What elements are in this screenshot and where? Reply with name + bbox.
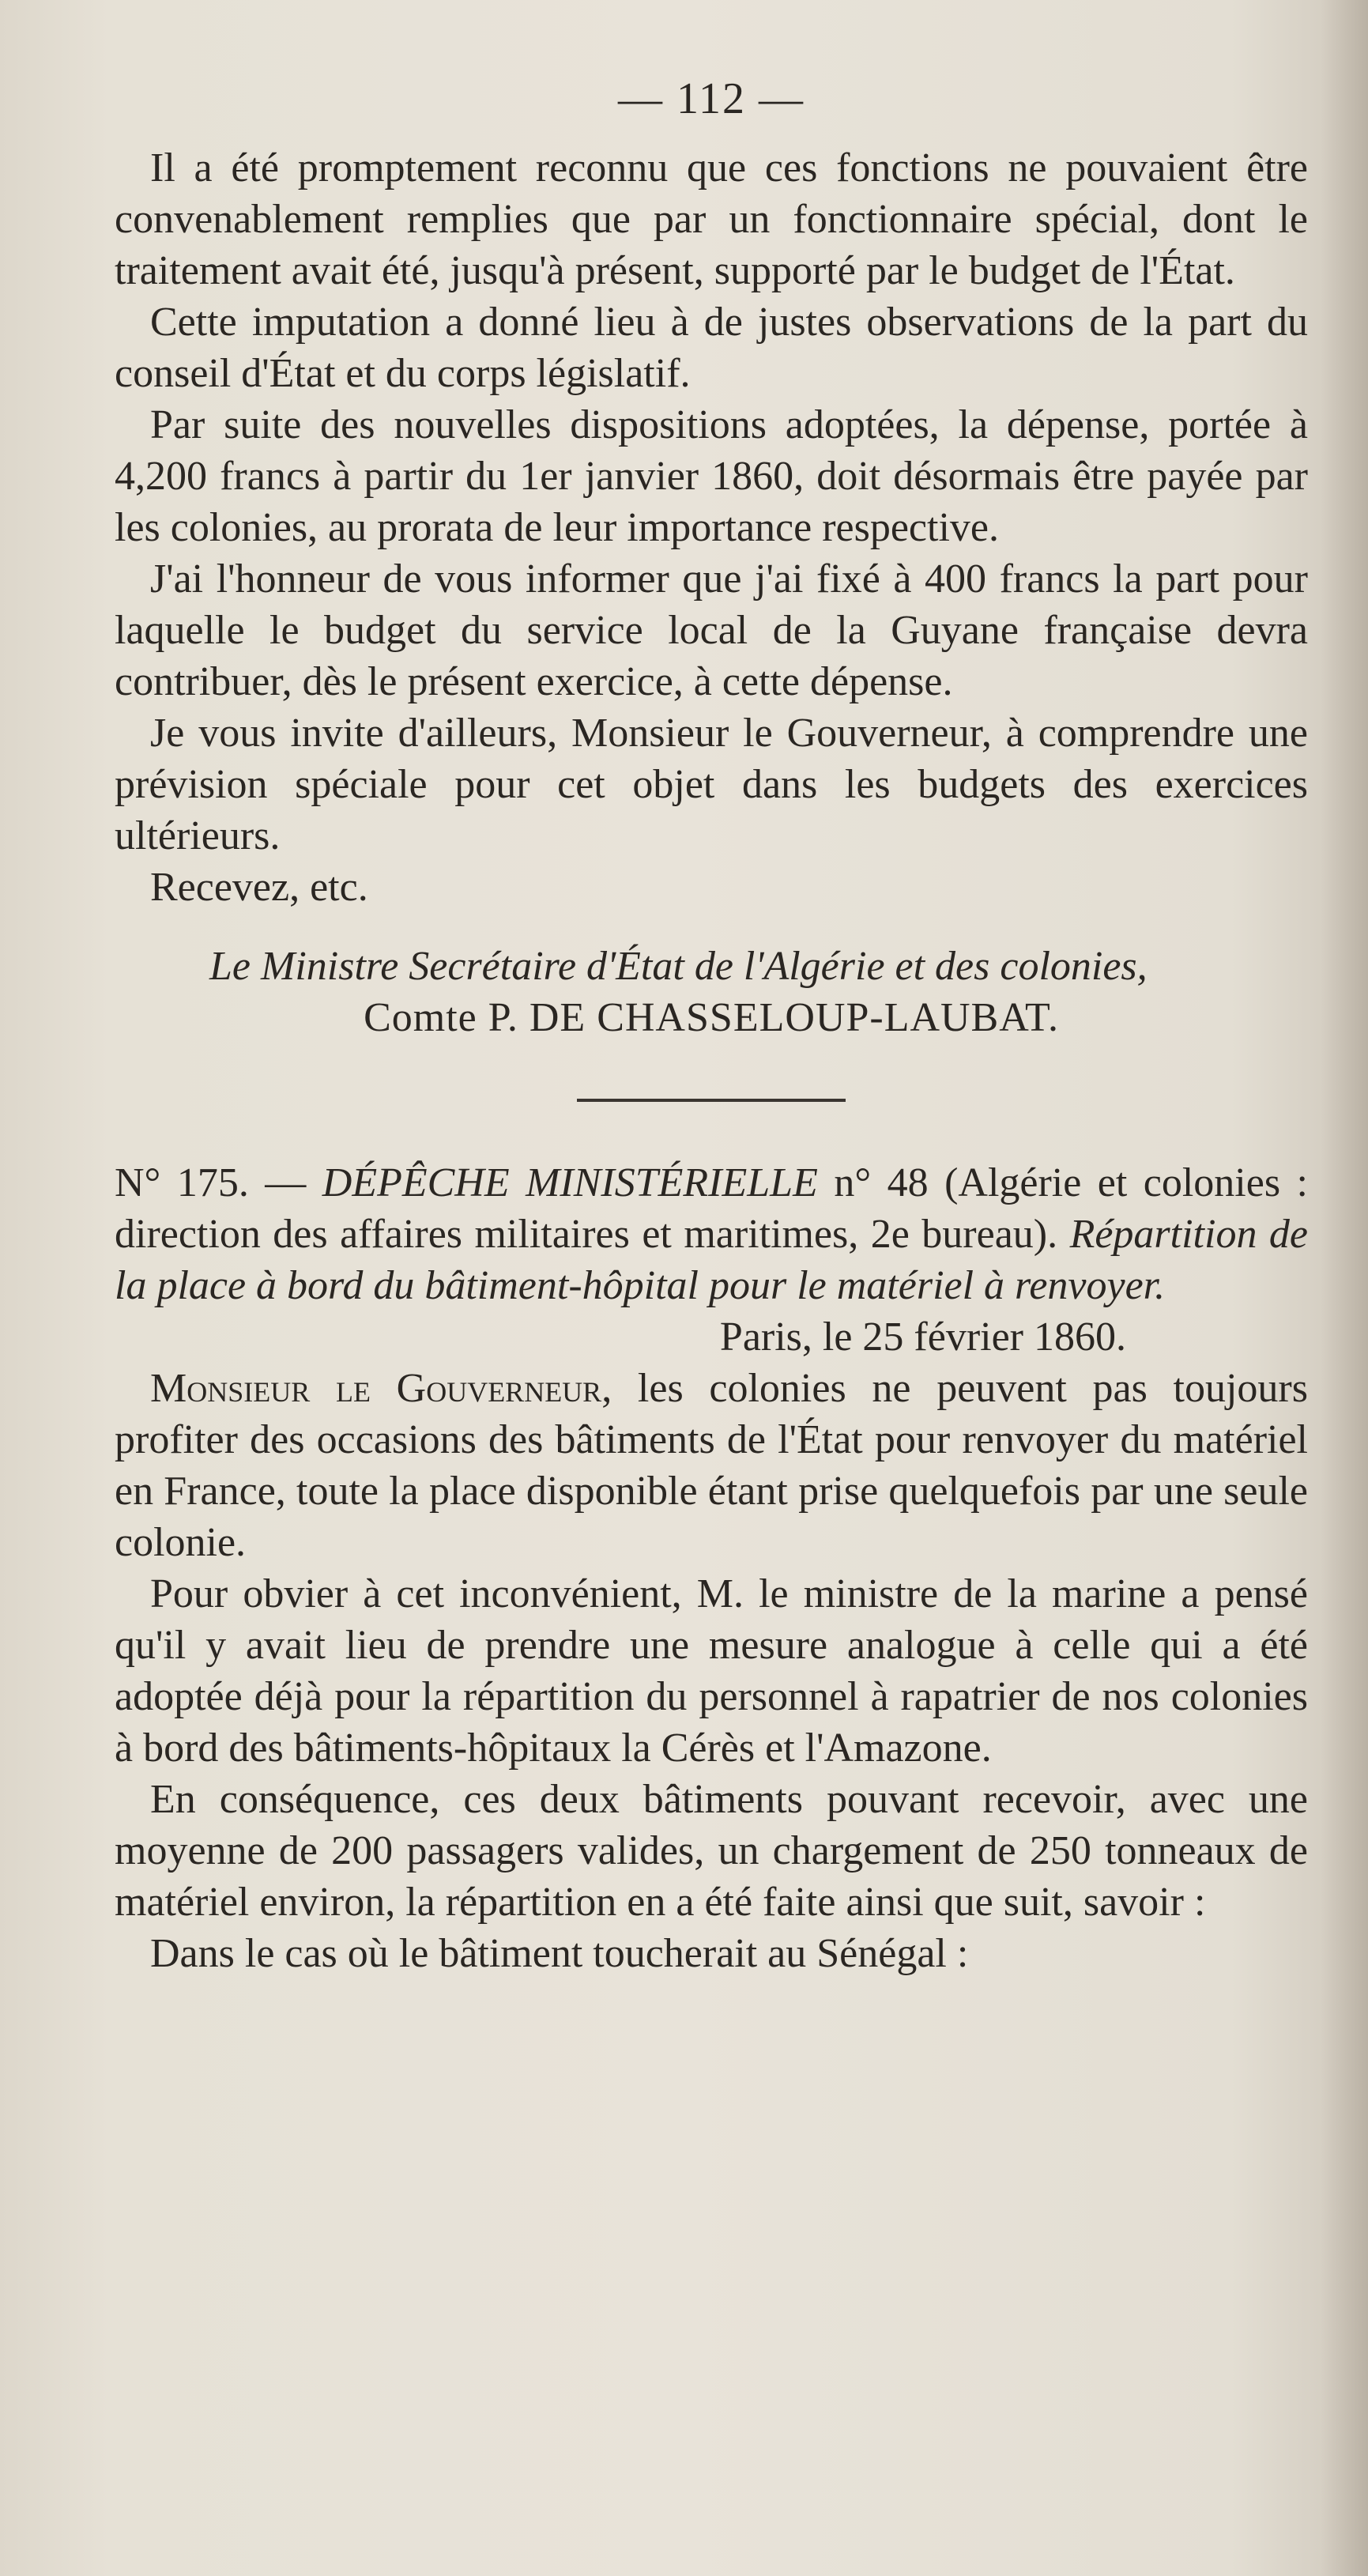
dispatch-reference: n° 48 (Algérie et colonies : direction des affaires militaires et maritimes, 2e bureau). <box>115 1160 1308 1257</box>
paragraph-5: Je vous invite d'ailleurs, Monsieur le Gouverneur, à comprendre une prévision spéciale pour cet objet dans les budgets des exercices ultérieurs. <box>115 711 1308 858</box>
signature-name: Comte P. DE CHASSELOUP-LAUBAT. <box>364 995 1059 1040</box>
dispatch-number: N° 175. — <box>115 1160 322 1205</box>
paragraph-3: Par suite des nouvelles dispositions adoptées, la dépense, portée à 4,200 francs à partir du 1er janvier 1860, doit désormais être payée par les colonies, au prorata de leur importance respective. <box>115 402 1308 550</box>
paragraph-7: Pour obvier à cet inconvénient, M. le ministre de la marine a pensé qu'il y avait lieu de prendre une mesure analogue à celle qui a été adoptée déjà pour la répartition du personnel à rapatrier de nos colonies à bord des bâtiments-hôpitaux la Cérès et l'Amazone. <box>115 1571 1308 1771</box>
paragraph-6 <box>115 1363 1308 1568</box>
page-spine-shadow <box>1321 0 1368 2576</box>
paragraph-8: En conséquence, ces deux bâtiments pouvant recevoir, avec une moyenne de 200 passagers valides, un chargement de 250 tonneaux de matériel environ, la répartition en a été faite ainsi que suit, savoir : <box>115 1777 1308 1925</box>
closing-formula: Recevez, etc. <box>150 865 368 910</box>
signature-title: Le Ministre Secrétaire d'État de l'Algérie et des colonies, <box>209 944 1148 989</box>
paragraph-6-text: les colonies ne peuvent pas toujours profiter des occasions des bâtiments de l'État pour renvoyer du matériel en France, toute la place disponible étant prise quelquefois par une seule colonie. <box>115 1366 1308 1565</box>
section-divider <box>577 1099 846 1102</box>
page-number: — 112 — <box>618 74 805 123</box>
salutation: Monsieur le Gouverneur, <box>150 1366 612 1411</box>
dispatch-title: DÉPÊCHE MINISTÉRIELLE <box>322 1160 818 1205</box>
paragraph-9: Dans le cas où le bâtiment toucherait au Sénégal : <box>150 1931 969 1976</box>
paragraph-1: Il a été promptement reconnu que ces fonctions ne pouvaient être convenablement remplies que par un fonctionnaire spécial, dont le traitement avait été, jusqu'à présent, supporté par le budget de l'État. <box>115 145 1308 293</box>
dispatch-subject: Répartition de la place à bord du bâtiment-hôpital pour le matériel à renvoyer. <box>115 1212 1308 1308</box>
dispatch-dateline: Paris, le 25 février 1860. <box>719 1314 1126 1360</box>
paragraph-2: Cette imputation a donné lieu à de justes observations de la part du conseil d'État et du corps législatif. <box>115 300 1308 396</box>
dispatch-heading <box>115 1157 1308 1311</box>
page-content <box>115 71 1308 1979</box>
paragraph-4: J'ai l'honneur de vous informer que j'ai fixé à 400 francs la part pour laquelle le budget du service local de la Guyane française devra contribuer, dès le présent exercice, à cette dépense. <box>115 556 1308 704</box>
